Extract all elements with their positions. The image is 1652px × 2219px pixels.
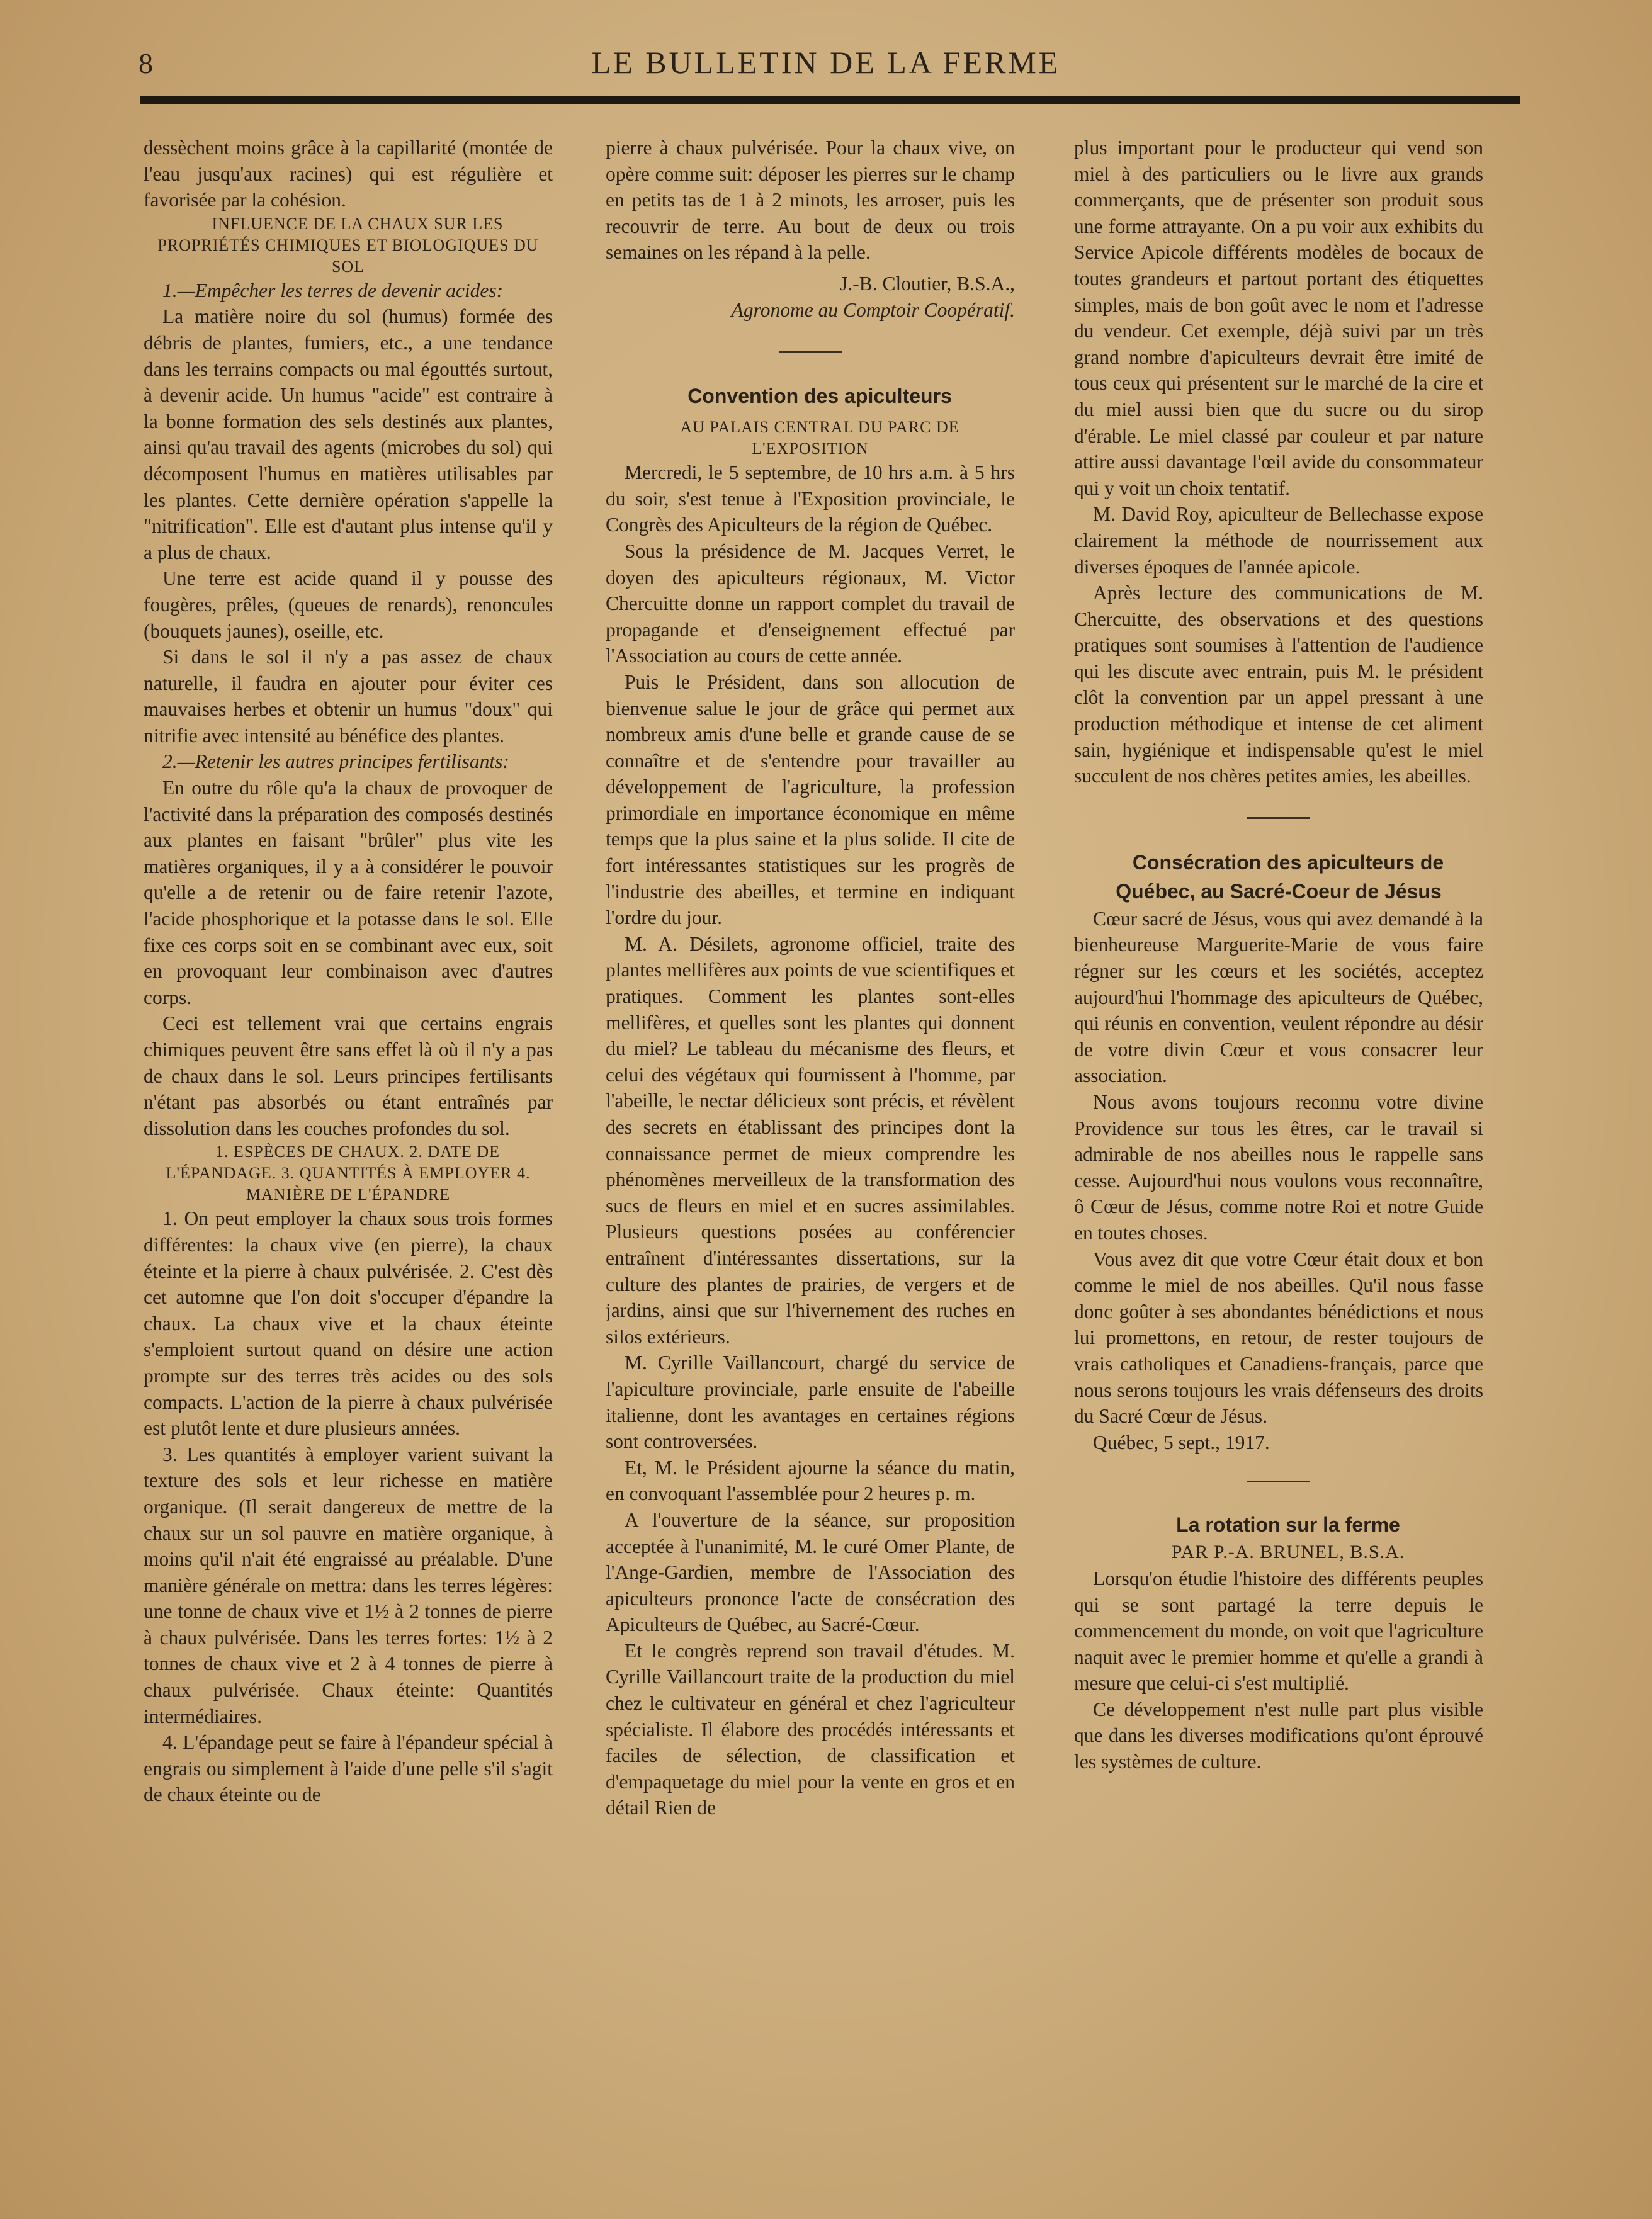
header-rule (140, 96, 1520, 104)
divider (1247, 817, 1310, 819)
paragraph: Après lecture des communications de M. Chercuitte, des observations et des questions pratiques sont soumises à l'attention de l'audience qui les discute avec entrain, puis M. le président clôt la convention par un appel pressant à une production méthodique et intense de cet aliment sain, hygiénique et indispensable qu'est le miel succulent de nos chères petites amies, les abeilles. (1074, 582, 1483, 788)
masthead-title: LE BULLETIN DE LA FERME (591, 45, 1061, 80)
article-title: La rotation sur la ferme (1176, 1513, 1400, 1537)
paragraph: En outre du rôle qu'a la chaux de provoquer de l'activité dans la préparation des composés destinés aux plantes en faisant "brûler" plus vite les matières organiques, il y a à considérer le pouvoir qu'elle a de retenir ou de faire retenir l'azote, l'acide phosphorique et la potasse dans le sol. Elle fixe ces corps soit en se combinant avec eux, soit en provoquant leur combinaison avec d'autres corps. (144, 777, 553, 1008)
paragraph: 3. Les quantités à employer varient suivant la texture des sols et leur richesse en matière organique. (Il serait dangereux de mettre de la chaux sur un sol pauvre en matière organique, à moins qu'il n'ait été engraissé au préalable. D'une manière générale on mettra: dans les terres légères: une tonne de chaux vive et 1½ à 2 tonnes de pierre à chaux pulvérisée. Dans les terres fortes: 1½ à 2 tonnes de chaux vive et 2 à 4 tonnes de pierre à chaux pulvérisée. Chaux éteinte: Quantités intermédiaires. (144, 1443, 553, 1727)
byline: PAR P.-A. BRUNEL, B.S.A. (1171, 1542, 1405, 1563)
divider (1247, 1481, 1310, 1482)
paragraph: 4. L'épandage peut se faire à l'épandeur spécial à engrais ou simplement à l'aide d'une pelle s'il s'agit de chaux éteinte ou de (144, 1731, 553, 1806)
paragraph: plus important pour le producteur qui vend son miel à des particuliers ou le livre aux grands commerçants, que de présenter son produit sous une forme attrayante. On a pu voir aux exhibits du Service Apicole différents modèles de bocaux de toutes grandeurs et partout portant des étiquettes simples, mais de bon goût avec le nom et l'adresse du vendeur. Cet exemple, déjà suivi par un très grand nombre d'apiculteurs devrait être imité de tous ceux qui présentent sur le marché de la cire et du miel aussi bien que du sucre ou du sirop d'érable. Le miel classé par couleur et par nature attire aussi davantage l'œil avide du consommateur qui y voit un choix tentatif. (1074, 137, 1483, 499)
paragraph: Ce développement n'est nulle part plus visible que dans les diverses modifications qu'ont éprouvé les systèmes de culture. (1074, 1698, 1483, 1773)
article-title: Consécration des apiculteurs de Québec, au Sacré-Coeur de Jésus (1116, 850, 1444, 903)
paragraph: Et, M. le Président ajourne la séance du matin, en convoquant l'assemblée pour 2 heures p. m. (606, 1456, 1015, 1505)
paragraph: M. Cyrille Vaillancourt, chargé du service de l'apiculture provinciale, parle ensuite de l'abeille italienne, dont les avantages en certaines régions sont controversées. (606, 1352, 1015, 1453)
paragraph: Cœur sacré de Jésus, vous qui avez demandé à la bienheureuse Marguerite-Marie de vous faire régner sur les cœurs et les sociétés, acceptez aujourd'hui l'hommage des apiculteurs de Québec, qui réunis en convention, veulent répondre au désir de votre divin Cœur et vous consacrer leur association. (1074, 907, 1483, 1087)
paragraph: Mercredi, le 5 septembre, de 10 hrs a.m. à 5 hrs du soir, s'est tenue à l'Exposition provinciale, le Congrès des Apiculteurs de la région de Québec. (606, 461, 1015, 536)
paragraph: pierre à chaux pulvérisée. Pour la chaux vive, on opère comme suit: déposer les pierres sur le champ en petits tas de 1 à 2 minots, les arroser, puis les recouvrir de terre. Au bout de deux ou trois semaines on les répand à la pelle. (606, 137, 1015, 264)
column-right (1074, 135, 1483, 2187)
subheading: 1.—Empêcher les terres de devenir acides: (162, 279, 504, 302)
column-middle (606, 135, 1015, 2187)
paragraph: Puis le Président, dans son allocution de bienvenue salue le jour de grâce qui permet aux nombreux amis d'une belle et grande cause de se connaître et de s'entendre pour travailler au développement de l'agriculture, la profession primordiale en importance économique en même temps que la plus saine et la plus solide. Il cite de fort intéressantes statistiques sur les progrès de l'industrie des abeilles, et termine en indiquant l'ordre du jour. (606, 670, 1015, 929)
signature-role: Agronome au Comptoir Coopératif. (731, 298, 1015, 321)
paragraph: dessèchent moins grâce à la capillarité (montée de l'eau jusqu'aux racines) qui est régulière et favorisée par la cohésion. (144, 137, 553, 212)
divider (779, 351, 842, 353)
section-heading: 1. ESPÈCES DE CHAUX. 2. DATE DE L'ÉPANDAGE. 3. QUANTITÉS À EMPLOYER 4. MANIÈRE DE L'ÉPANDRE (166, 1143, 531, 1204)
page-number: 8 (139, 47, 153, 79)
paragraph: Sous la présidence de M. Jacques Verret, le doyen des apiculteurs régionaux, M. Victor Chercuitte donne un rapport complet du travail de propagande et d'enseignement effectué par l'Association au cours de cette année. (606, 539, 1015, 667)
paragraph: Si dans le sol il n'y a pas assez de chaux naturelle, il faudra en ajouter pour éviter ces mauvaises herbes et obtenir un humus "doux" qui nitrifie avec intensité au bénéfice des plantes. (144, 646, 553, 747)
paragraph: La matière noire du sol (humus) formée des débris de plantes, fumiers, etc., a une tendance dans les terrains compacts ou mal égouttés surtout, à devenir acide. Un humus "acide" est contraire à la bonne formation des sels destinés aux plantes, ainsi qu'au travail des agents (microbes du sol) qui décomposent l'humus en matières utilisables par les plantes. Cette dernière opération s'appelle la "nitrification". Elle est d'autant plus intense qu'il y a plus de chaux. (144, 305, 553, 563)
signature-name: J.-B. Cloutier, B.S.A., (840, 272, 1015, 295)
paragraph: A l'ouverture de la séance, sur proposition acceptée à l'unanimité, M. le curé Omer Plante, de l'Ange-Gardien, membre de l'Association des apiculteurs prononce l'acte de consécration des Apiculteurs de Québec, au Sacré-Cœur. (606, 1508, 1015, 1636)
paragraph: Ceci est tellement vrai que certains engrais chimiques peuvent être sans effet là où il n'y a pas de chaux dans le sol. Leurs principes fertilisants n'étant pas absorbés ou étant entraînés par dissolution dans les couches profondes du sol. (144, 1012, 553, 1139)
paragraph: Lorsqu'on étudie l'histoire des différents peuples qui se sont partagé la terre depuis le commencement du monde, on voit que l'agriculture naquit avec le premier homme et qu'elle a grandi à mesure que celui-ci s'est multiplié. (1074, 1567, 1483, 1695)
paragraph: 1. On peut employer la chaux sous trois formes différentes: la chaux vive (en pierre), la chaux éteinte et la pierre à chaux pulvérisée. 2. C'est dès cet automne que l'on doit s'occuper d'épandre la chaux. La chaux vive et la chaux éteinte s'emploient surtout quand on désire une action prompte sur des terres très acides ou des sols compacts. L'action de la pierre à chaux pulvérisée est plutôt lente et dure plusieurs années. (144, 1207, 553, 1440)
column-left (144, 135, 553, 2187)
paragraph: Vous avez dit que votre Cœur était doux et bon comme le miel de nos abeilles. Qu'il nous fasse donc goûter à ses abondantes bénédictions et nous lui promettons, en retour, de rester toujours de vrais catholiques et Canadiens-français, parce que nous serons toujours les vrais défenseurs des droits du Sacré Cœur de Jésus. (1074, 1248, 1483, 1428)
date-line: Québec, 5 sept., 1917. (1093, 1431, 1270, 1454)
paragraph: M. David Roy, apiculteur de Bellechasse expose clairement la méthode de nourrissement aux diverses époques de l'année apicole. (1074, 503, 1483, 578)
paragraph: M. A. Désilets, agronome officiel, traite des plantes mellifères aux points de vue scientifiques et pratiques. Comment les plantes sont-elles mellifères, et quelles sont les plantes qui donnent du miel? Le tableau du mécanisme des fleurs, et celui des végétaux qui fournissent à l'homme, par l'abeille, le nectar délicieux sont précis, et révèlent des secrets en établissant des principes dont la connaissance permet de mieux comprendre les phénomènes merveilleux de la transformation des sucs de fleurs en miel et en sucres assimilables. Plusieurs questions posées au conférencier entraînent d'intéressantes dissertations, sur la culture des plantes de prairies, de vergers et de jardins, ainsi que sur l'hivernement des ruches en silos extérieurs. (606, 932, 1015, 1348)
subheading: 2.—Retenir les autres principes fertilisants: (162, 750, 509, 773)
section-heading: INFLUENCE DE LA CHAUX SUR LES PROPRIÉTÉS CHIMIQUES ET BIOLOGIQUES DU SOL (157, 214, 539, 276)
paragraph: Et le congrès reprend son travail d'études. M. Cyrille Vaillancourt traite de la production du miel chez le cultivateur en général et chez l'agriculteur spécialiste. Il élabore des procédés intéressants et faciles de sélection, de classification et d'empaquetage du miel pour la vente en gros et en détail Rien de (606, 1639, 1015, 1819)
paragraph: Nous avons toujours reconnu votre divine Providence sur tous les êtres, car le travail si admirable de nos abeilles nous le rappelle sans cesse. Aujourd'hui nous voulons vous reconnaître, ô Cœur de Jésus, comme notre Roi et notre Guide en toutes choses. (1074, 1091, 1483, 1244)
article-title: Convention des apiculteurs (687, 385, 952, 408)
section-heading: AU PALAIS CENTRAL DU PARC DE L'EXPOSITION (680, 418, 959, 458)
paragraph: Une terre est acide quand il y pousse des fougères, prêles, (queues de renards), renoncules (bouquets jaunes), oseille, etc. (144, 567, 553, 642)
